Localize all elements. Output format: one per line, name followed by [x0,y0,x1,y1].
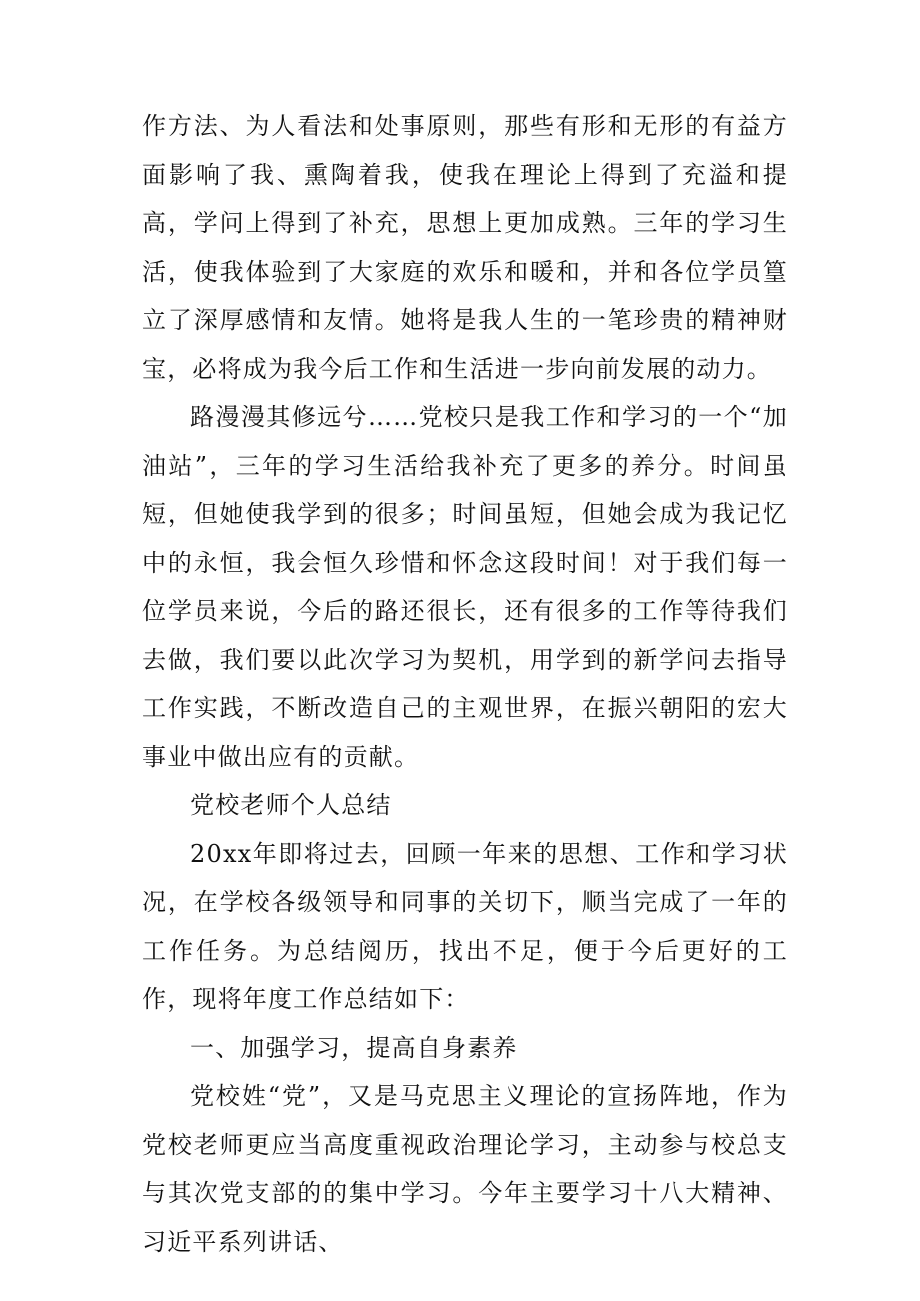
paragraph-1: 作方法、为人看法和处事原则，那些有形和无形的有益方面影响了我、熏陶着我，使我在理论上得到了充溢和提高，学问上得到了补充，思想上更加成熟。三年的学习生活，使我体验到了大家庭的欢乐和暖和，并和各位学员篁立了深厚感情和友情。她将是我人生的一笔珍贵的精神财宝，必将成为我今后工作和生活进一步向前发展的动力。 [142,112,788,383]
paragraph-4: 党校姓“党”，又是马克思主义理论的宣扬阵地，作为党校老师更应当高度重视政治理论学习，主动参与校总支与其次党支部的的集中学习。今年主要学习十八大精神、习近平系列讲话、 [142,1082,788,1256]
paragraph-3: 20xx年即将过去，回顾一年来的思想、工作和学习状况，在学校各级领导和同事的关切下，顺当完成了一年的工作任务。为总结阅历，找出不足，便于今后更好的工作，现将年度工作总结如下： [142,839,788,1013]
paragraph-2: 路漫漫其修远兮……党校只是我工作和学习的一个“加油站”，三年的学习生活给我补充了更多的养分。时间虽短，但她使我学到的很多；时间虽短，但她会成为我记忆中的永恒，我会恒久珍惜和怀念这段时间！对于我们每一位学员来说，今后的路还很长，还有很多的工作等待我们去做，我们要以此次学习为契机，用学到的新学问去指导工作实践，不断改造自己的主观世界，在振兴朝阳的宏大事业中做出应有的贡献。 [142,403,788,771]
subheading-1: 一、加强学习，提高自身素养 [190,1033,518,1062]
section-title: 党校老师个人总结 [190,791,392,819]
document-body [142,102,788,1266]
